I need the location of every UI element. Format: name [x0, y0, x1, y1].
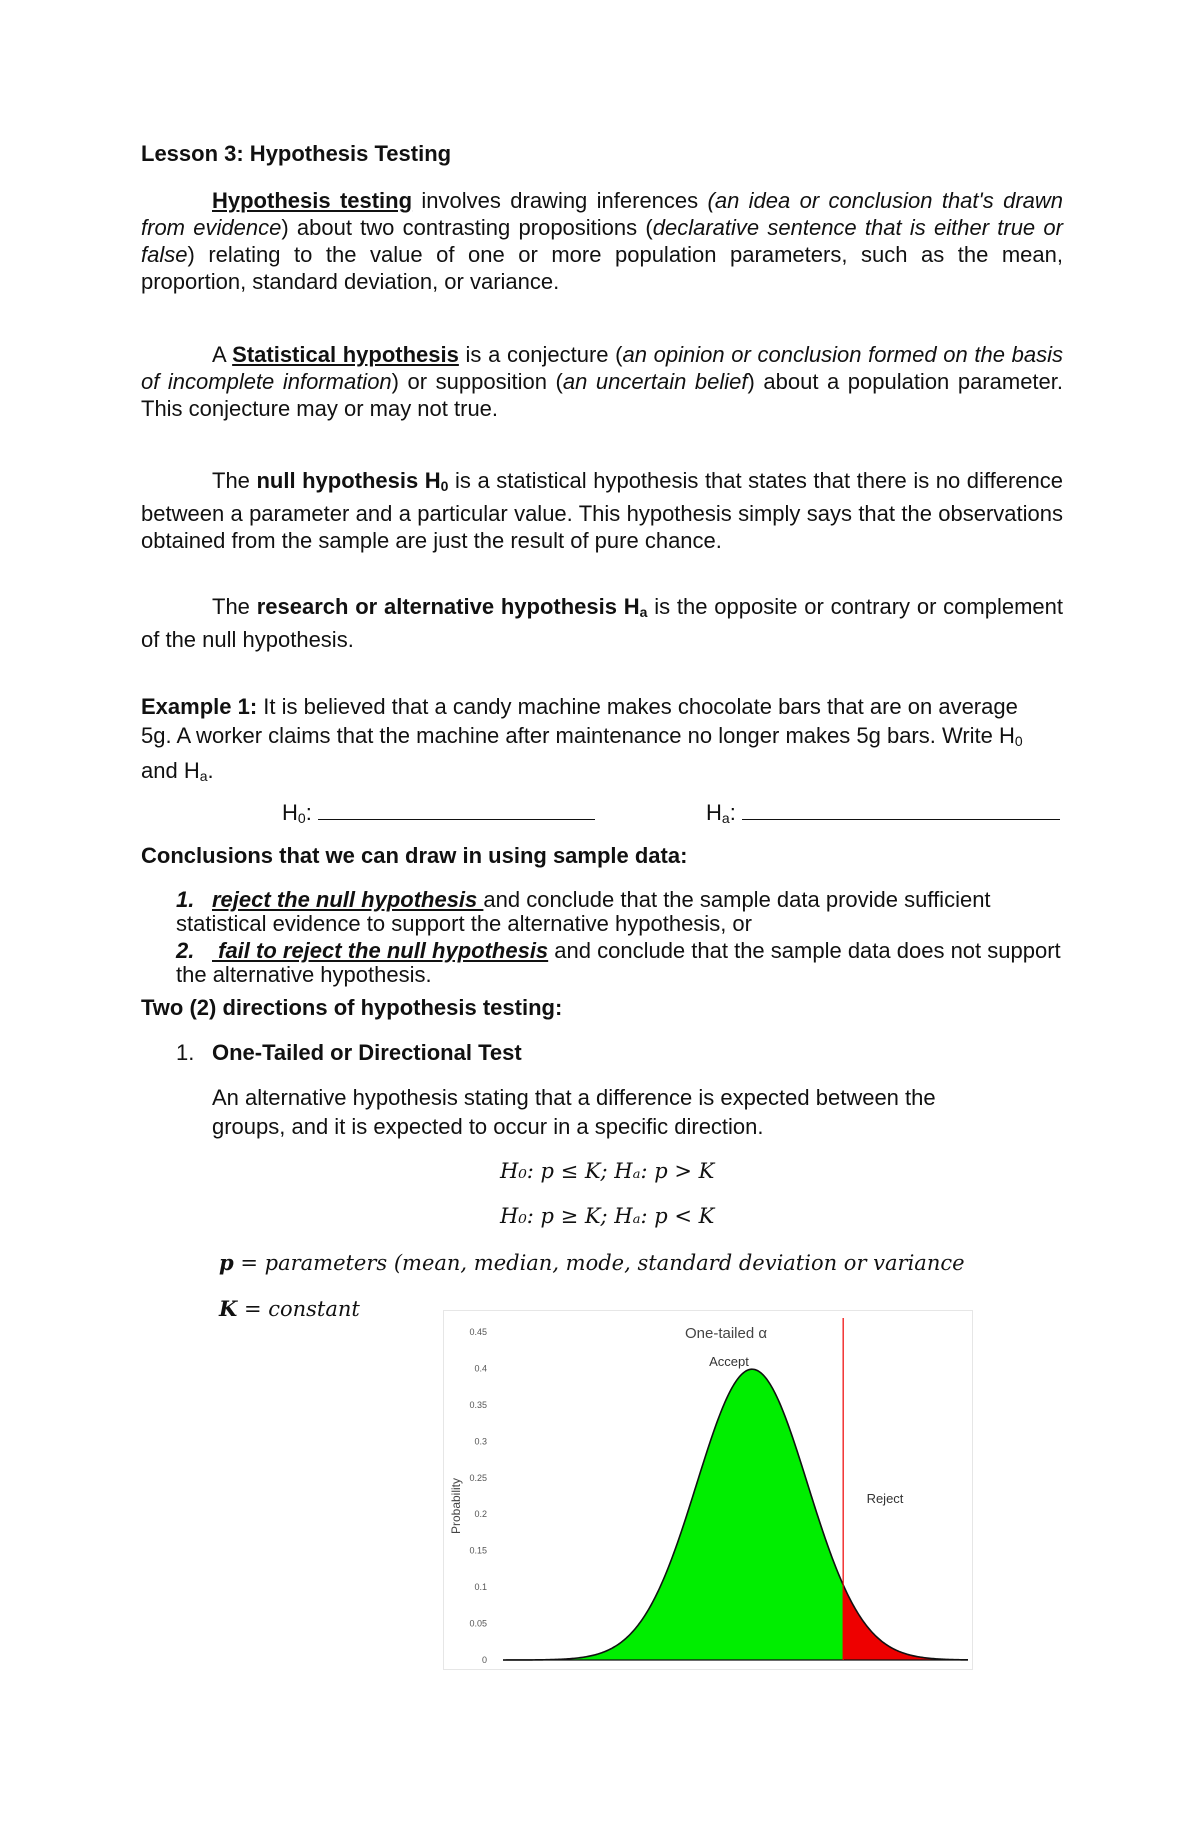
text: ) or supposition ( — [391, 369, 563, 394]
italic-text: an uncertain belief — [562, 369, 748, 394]
h0-label: H — [282, 800, 298, 825]
text: involves drawing inferences — [412, 188, 708, 213]
text: is a statistical hypothesis that states that there is no difference between a parameter and a particular value. This hypothesis simply says that the observations obtained from the sample are just the result of pure chance. — [141, 468, 1063, 553]
term-hypothesis-testing: Hypothesis testing — [212, 188, 413, 213]
paragraph-alternative-hypothesis — [141, 593, 1063, 653]
y-tick-label: 0.45 — [469, 1327, 487, 1337]
chart-svg — [443, 1310, 973, 1670]
text: = parameters (mean, median, mode, standard deviation or variance — [233, 1251, 965, 1275]
directions-heading: Two (2) directions of hypothesis testing: — [141, 995, 563, 1020]
y-tick-label: 0.05 — [469, 1618, 487, 1629]
direction-item-1 — [176, 1039, 522, 1066]
text: A — [212, 342, 233, 367]
formula-2: H₀: p ≥ K; Hₐ: p < K — [500, 1204, 715, 1228]
paragraph-hypothesis-testing — [141, 187, 1063, 295]
subscript: a — [721, 810, 730, 826]
text: . — [207, 758, 214, 783]
h0-answer-blank — [282, 799, 595, 832]
paragraph-null-hypothesis — [141, 467, 1063, 554]
one-tailed-chart — [443, 1310, 973, 1670]
ha-answer-blank — [706, 799, 1060, 832]
ha-label: H — [706, 800, 722, 825]
term-statistical-hypothesis: Statistical hypothesis — [232, 342, 459, 367]
subscript: 0 — [297, 810, 306, 826]
direction-title: One-Tailed or Directional Test — [212, 1040, 522, 1065]
formula-1: H₀: p ≤ K; Hₐ: p > K — [500, 1159, 715, 1183]
y-tick-label: 0.25 — [469, 1472, 487, 1483]
subscript: a — [199, 768, 208, 784]
text: and conclude that the sample data does not support the alternative hypothesis. — [176, 938, 1061, 987]
y-tick-label: 0.1 — [474, 1582, 487, 1593]
constant-definition — [219, 1295, 360, 1323]
term-alternative-hypothesis — [257, 594, 648, 619]
parameter-definition — [219, 1249, 965, 1277]
subscript: a — [639, 604, 648, 620]
list-number: 1. — [176, 1040, 195, 1065]
italic-text: an opinion or conclusion formed on the basis of incomplete information — [141, 342, 1063, 394]
ha-blank-line[interactable] — [742, 819, 1060, 820]
emphasis-text: fail to reject the null hypothesis — [212, 938, 549, 963]
text: ) about two contrasting propositions ( — [281, 215, 653, 240]
y-tick-label: 0.15 — [469, 1545, 487, 1556]
example-label: Example 1: — [141, 694, 258, 719]
conclusions-heading: Conclusions that we can draw in using sample data: — [141, 843, 688, 868]
list-number: 1. — [176, 887, 195, 912]
y-tick-label: 0.2 — [474, 1509, 487, 1520]
text: ) about a population parameter. This conjecture may or may not true. — [141, 369, 1064, 421]
text: is the opposite or contrary or complement of the null hypothesis. — [141, 594, 1064, 652]
paragraph-statistical-hypothesis — [141, 341, 1063, 422]
accept-label: Accept — [709, 1354, 749, 1369]
italic-text: (an idea or conclusion that's drawn from evidence — [141, 188, 1064, 240]
text: It is believed that a candy machine makes chocolate bars that are on average 5g. A worker claims that the machine after maintenance no longer makes 5g bars. Write H — [141, 694, 1018, 748]
conclusion-item-2 — [176, 939, 1066, 987]
text: The — [212, 594, 257, 619]
y-tick-label: 0 — [481, 1655, 487, 1665]
reject-label: Reject — [866, 1491, 904, 1506]
chart-title: One-tailed α — [684, 1325, 768, 1342]
symbol-k: K — [219, 1296, 238, 1321]
emphasis-text: reject the null hypothesis — [212, 887, 484, 912]
text: and conclude that the sample data provide sufficient statistical evidence to support the alternative hypothesis, or — [176, 887, 991, 936]
y-tick-label: 0.4 — [474, 1363, 487, 1374]
text: ) relating to the value of one or more population parameters, such as the mean, proportion, standard deviation, or variance. — [141, 242, 1063, 294]
y-tick-label: 0.3 — [474, 1436, 487, 1447]
term-text: research or alternative hypothesis H — [256, 594, 640, 619]
direction-description: An alternative hypothesis stating that a difference is expected between the groups, and it is expected to occur in a specific direction. — [212, 1085, 936, 1139]
subscript: 0 — [440, 478, 449, 494]
lesson-title: Lesson 3: Hypothesis Testing — [141, 141, 452, 166]
italic-text: declarative sentence that is either true or false — [141, 215, 1063, 267]
y-axis-label: Probability — [449, 1477, 463, 1535]
y-tick-label: 0.35 — [469, 1399, 487, 1410]
list-number: 2. — [176, 938, 195, 963]
term-text: null hypothesis H — [256, 468, 441, 493]
subscript: 0 — [1014, 733, 1023, 749]
text: The — [212, 468, 257, 493]
colon: : — [305, 800, 312, 825]
h0-blank-line[interactable] — [318, 819, 595, 820]
term-null-hypothesis — [256, 468, 448, 493]
example-1 — [141, 692, 1041, 791]
colon: : — [729, 800, 736, 825]
text: = constant — [237, 1297, 360, 1321]
text: and H — [141, 758, 200, 783]
text: is a conjecture ( — [458, 342, 623, 367]
symbol-p: p — [219, 1250, 234, 1275]
conclusion-item-1 — [176, 888, 1066, 936]
